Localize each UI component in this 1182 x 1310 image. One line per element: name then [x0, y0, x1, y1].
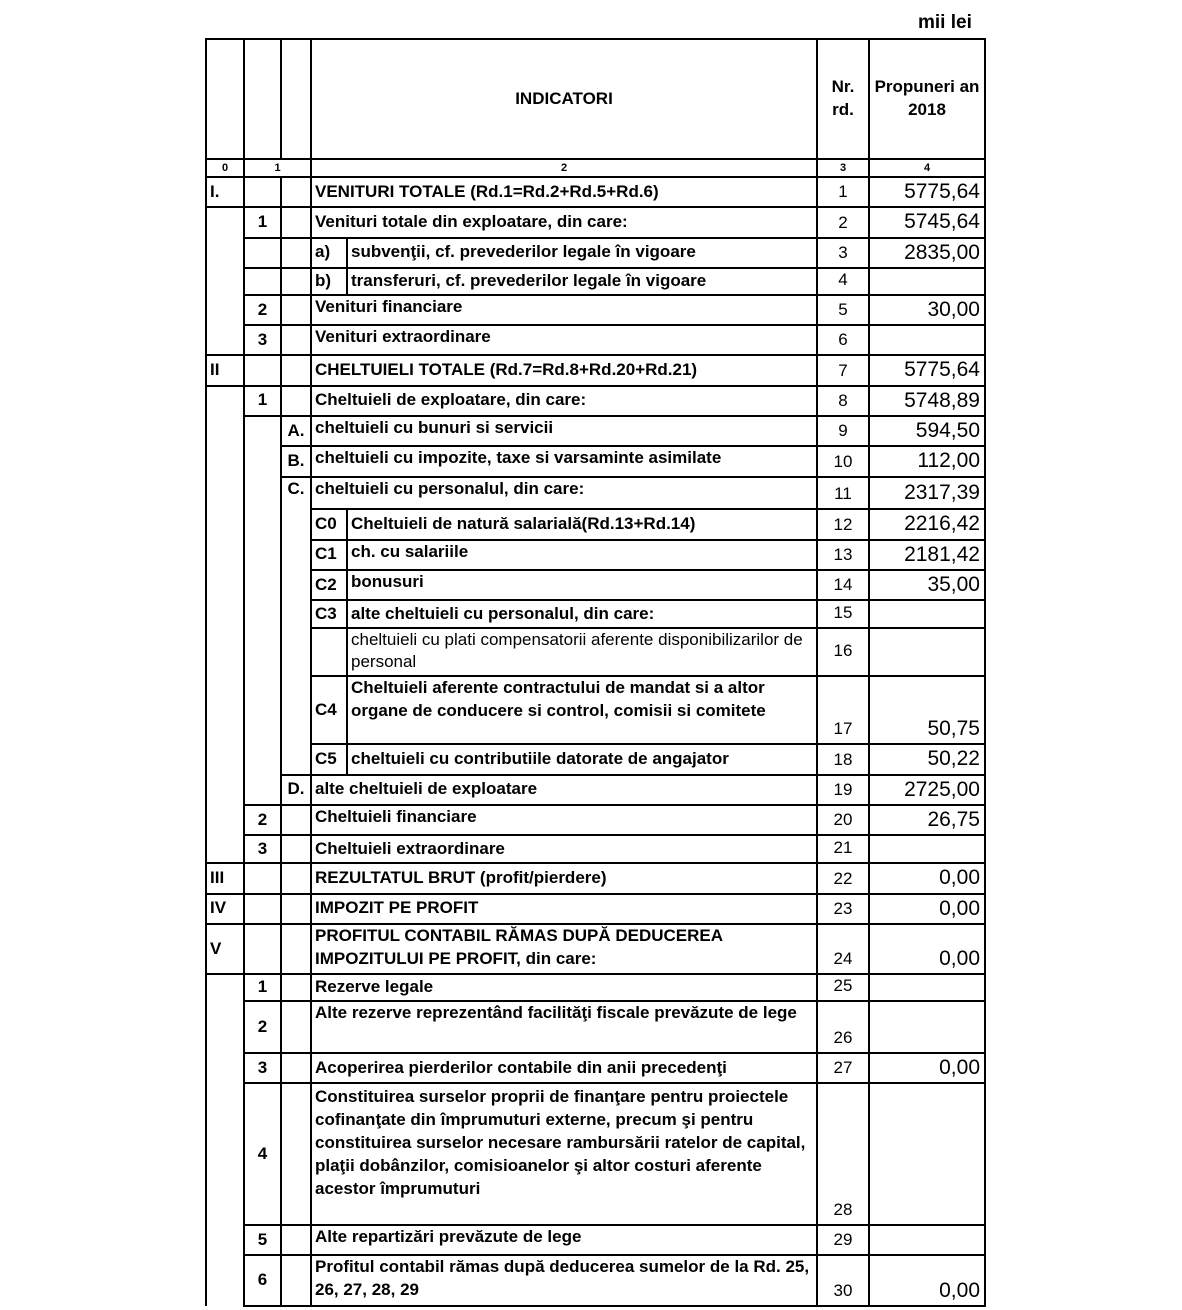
table-row — [206, 1001, 985, 1053]
row-number: 9 — [817, 416, 869, 446]
table-row — [206, 207, 985, 237]
table-row — [206, 676, 985, 744]
row-number: 1 — [817, 177, 869, 207]
row-number: 8 — [817, 386, 869, 416]
row-number: 21 — [817, 835, 869, 863]
row-label: Profitul contabil rămas după deducerea sumelor de la Rd. 25, 26, 27, 28, 29 — [311, 1255, 817, 1306]
row-value: 5775,64 — [869, 355, 985, 385]
letter-index: A. — [281, 416, 311, 446]
table-row — [206, 744, 985, 774]
sub-index: C5 — [311, 744, 347, 774]
row-label: Venituri financiare — [311, 295, 817, 325]
row-label: CHELTUIELI TOTALE (Rd.7=Rd.8+Rd.20+Rd.21) — [311, 355, 817, 385]
row-label: bonusuri — [347, 570, 817, 600]
table-row — [206, 863, 985, 893]
row-number: 11 — [817, 477, 869, 509]
row-number: 5 — [817, 295, 869, 325]
row-value: 2725,00 — [869, 775, 985, 805]
row-label: subvenţii, cf. prevederilor legale în vigoare — [347, 238, 817, 268]
row-number: 3 — [817, 238, 869, 268]
sub-index: a) — [311, 238, 347, 268]
table-row — [206, 775, 985, 805]
table-row — [206, 1225, 985, 1255]
header-row — [206, 39, 985, 159]
row-label: Cheltuieli de natură salarială(Rd.13+Rd.14) — [347, 509, 817, 540]
table-row — [206, 268, 985, 295]
table-row — [206, 1053, 985, 1083]
row-index: 6 — [244, 1255, 281, 1306]
row-index: 2 — [244, 1001, 281, 1053]
row-value: 2216,42 — [869, 509, 985, 540]
row-value: 5748,89 — [869, 386, 985, 416]
row-value: 26,75 — [869, 805, 985, 835]
sub-index: C1 — [311, 540, 347, 570]
row-label: cheltuieli cu bunuri si servicii — [311, 416, 817, 446]
row-index: 3 — [244, 325, 281, 355]
table-row — [206, 805, 985, 835]
table-row — [206, 974, 985, 1001]
row-value: 0,00 — [869, 924, 985, 974]
row-number: 12 — [817, 509, 869, 540]
row-number: 22 — [817, 863, 869, 893]
row-label: Rezerve legale — [311, 974, 817, 1001]
col-num: 2 — [311, 159, 817, 177]
row-value: 2317,39 — [869, 477, 985, 509]
row-number: 4 — [817, 268, 869, 295]
row-number: 17 — [817, 676, 869, 744]
row-value — [869, 1225, 985, 1255]
row-value — [869, 974, 985, 1001]
sub-index — [311, 628, 347, 676]
row-number: 19 — [817, 775, 869, 805]
row-label: Cheltuieli financiare — [311, 805, 817, 835]
row-label: cheltuieli cu plati compensatorii aferente disponibilizarilor de personal — [347, 628, 817, 676]
row-label: PROFITUL CONTABIL RĂMAS DUPĂ DEDUCEREA IMPOZITULUI PE PROFIT, din care: — [311, 924, 817, 974]
row-label: cheltuieli cu personalul, din care: — [311, 477, 817, 509]
table-row — [206, 1255, 985, 1306]
row-value: 2835,00 — [869, 238, 985, 268]
row-index: 1 — [244, 386, 281, 416]
row-label: alte cheltuieli de exploatare — [311, 775, 817, 805]
row-label: Venituri totale din exploatare, din care: — [311, 207, 817, 237]
table-row — [206, 325, 985, 355]
row-number: 30 — [817, 1255, 869, 1306]
row-number: 2 — [817, 207, 869, 237]
column-number-row — [206, 159, 985, 177]
row-value: 0,00 — [869, 863, 985, 893]
row-value: 112,00 — [869, 446, 985, 476]
col-num: 4 — [869, 159, 985, 177]
table-row — [206, 540, 985, 570]
row-label: Cheltuieli aferente contractului de mandat si a altor organe de conducere si control, comisii si comitete — [347, 676, 817, 744]
col-num: 0 — [206, 159, 244, 177]
sub-index: C0 — [311, 509, 347, 540]
row-number: 26 — [817, 1001, 869, 1053]
row-label: Constituirea surselor proprii de finanţare pentru proiectele cofinanţate din împrumuturi externe, precum şi pentru constituirea surselor necesare rambursării ratelor de capital, plaţii dobânzilor, comisioanelor şi altor costuri aferente acestor împrumuturi — [311, 1083, 817, 1225]
header-nr-rd: Nr. rd. — [817, 39, 869, 159]
header-indicatori: INDICATORI — [311, 39, 817, 159]
row-index: 5 — [244, 1225, 281, 1255]
row-label: transferuri, cf. prevederilor legale în vigoare — [347, 268, 817, 295]
row-index: 2 — [244, 805, 281, 835]
col-num: 3 — [817, 159, 869, 177]
row-value: 50,75 — [869, 676, 985, 744]
row-label: alte cheltuieli cu personalul, din care: — [347, 600, 817, 628]
table-row — [206, 628, 985, 676]
row-number: 27 — [817, 1053, 869, 1083]
row-number: 6 — [817, 325, 869, 355]
row-index: 1 — [244, 207, 281, 237]
row-value — [869, 325, 985, 355]
roman-index: I. — [206, 177, 244, 207]
header-propuneri: Propuneri an 2018 — [869, 39, 985, 159]
row-number: 15 — [817, 600, 869, 628]
row-number: 16 — [817, 628, 869, 676]
row-value: 594,50 — [869, 416, 985, 446]
roman-index: II — [206, 355, 244, 385]
row-value: 5775,64 — [869, 177, 985, 207]
row-value — [869, 835, 985, 863]
table-row — [206, 600, 985, 628]
table-row — [206, 355, 985, 385]
row-number: 20 — [817, 805, 869, 835]
table-row — [206, 924, 985, 974]
unit-label: mii lei — [918, 12, 972, 33]
sub-index: C4 — [311, 676, 347, 744]
row-label: Venituri extraordinare — [311, 325, 817, 355]
row-label: IMPOZIT PE PROFIT — [311, 894, 817, 924]
row-label: VENITURI TOTALE (Rd.1=Rd.2+Rd.5+Rd.6) — [311, 177, 817, 207]
row-value: 35,00 — [869, 570, 985, 600]
row-label: Alte repartizări prevăzute de lege — [311, 1225, 817, 1255]
table-row — [206, 446, 985, 476]
row-label: cheltuieli cu impozite, taxe si varsaminte asimilate — [311, 446, 817, 476]
row-value: 0,00 — [869, 1255, 985, 1306]
letter-index: B. — [281, 446, 311, 476]
row-value: 2181,42 — [869, 540, 985, 570]
sub-index: b) — [311, 268, 347, 295]
row-number: 28 — [817, 1083, 869, 1225]
row-value: 0,00 — [869, 894, 985, 924]
row-value — [869, 268, 985, 295]
table-row — [206, 238, 985, 268]
row-value — [869, 1083, 985, 1225]
row-number: 14 — [817, 570, 869, 600]
row-number: 18 — [817, 744, 869, 774]
row-index: 4 — [244, 1083, 281, 1225]
row-label: REZULTATUL BRUT (profit/pierdere) — [311, 863, 817, 893]
table-row — [206, 386, 985, 416]
table-row — [206, 570, 985, 600]
row-value: 0,00 — [869, 1053, 985, 1083]
row-number: 23 — [817, 894, 869, 924]
row-number: 25 — [817, 974, 869, 1001]
table-row — [206, 835, 985, 863]
row-index: 3 — [244, 1053, 281, 1083]
table-row — [206, 295, 985, 325]
row-index: 2 — [244, 295, 281, 325]
row-number: 29 — [817, 1225, 869, 1255]
roman-index: V — [206, 924, 244, 974]
col-num: 1 — [244, 159, 311, 177]
sub-index: C3 — [311, 600, 347, 628]
row-value: 50,22 — [869, 744, 985, 774]
row-index: 3 — [244, 835, 281, 863]
row-value — [869, 628, 985, 676]
table-row — [206, 1083, 985, 1225]
row-label: Acoperirea pierderilor contabile din anii precedenţi — [311, 1053, 817, 1083]
table-row — [206, 509, 985, 540]
table-row — [206, 477, 985, 509]
row-value — [869, 600, 985, 628]
letter-index: C. — [281, 477, 311, 775]
sub-index: C2 — [311, 570, 347, 600]
row-value: 30,00 — [869, 295, 985, 325]
row-label: Cheltuieli extraordinare — [311, 835, 817, 863]
roman-index: III — [206, 863, 244, 893]
table-row — [206, 177, 985, 207]
row-label: cheltuieli cu contributiile datorate de angajator — [347, 744, 817, 774]
row-label: ch. cu salariile — [347, 540, 817, 570]
table-row — [206, 894, 985, 924]
row-number: 10 — [817, 446, 869, 476]
row-number: 24 — [817, 924, 869, 974]
letter-index: D. — [281, 775, 311, 805]
row-number: 7 — [817, 355, 869, 385]
table-row — [206, 416, 985, 446]
row-index: 1 — [244, 974, 281, 1001]
roman-index: IV — [206, 894, 244, 924]
row-label: Cheltuieli de exploatare, din care: — [311, 386, 817, 416]
budget-table — [205, 38, 986, 1307]
row-label: Alte rezerve reprezentând facilităţi fiscale prevăzute de lege — [311, 1001, 817, 1053]
row-value: 5745,64 — [869, 207, 985, 237]
row-number: 13 — [817, 540, 869, 570]
row-value — [869, 1001, 985, 1053]
